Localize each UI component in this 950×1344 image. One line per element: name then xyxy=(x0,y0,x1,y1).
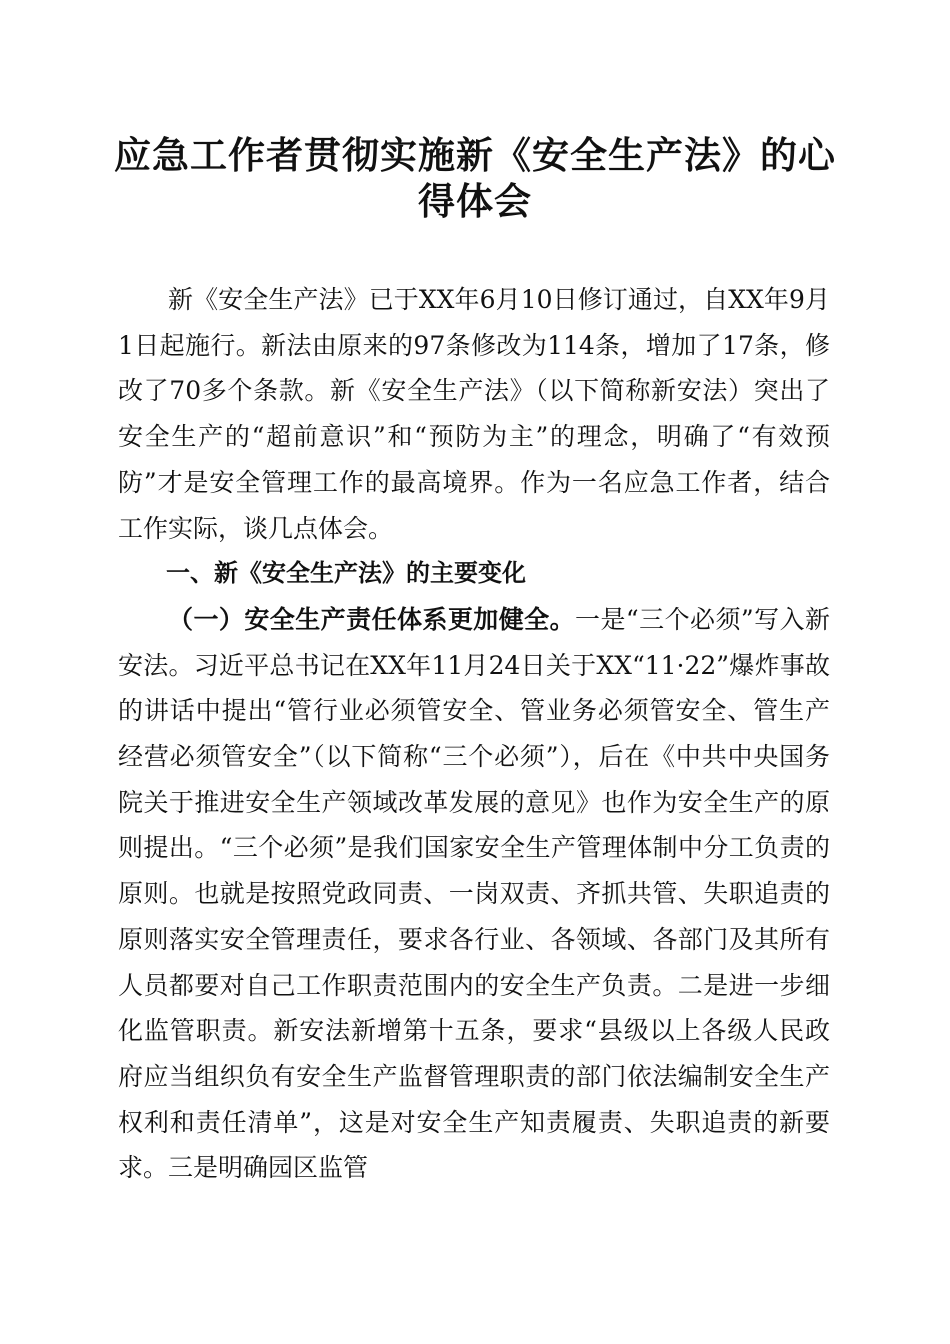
subsection-lead-1: （一）安全生产责任体系更加健全。 xyxy=(168,604,576,634)
document-body xyxy=(118,277,830,1191)
intro-paragraph: 新《安全生产法》已于XX年6月10日修订通过，自XX年9月1日起施行。新法由原来的97条修改为114条，增加了17条，修改了70多个条款。新《安全生产法》（以下简称新安法）突出了安全生产的“超前意识”和“预防为主”的理念，明确了“有效预防”才是安全管理工作的最高境界。作为一名应急工作者，结合工作实际，谈几点体会。 xyxy=(118,285,830,543)
subsection-text-1: 一是“三个必须”写入新安法。习近平总书记在XX年11月24日关于XX“11·22”爆炸事故的讲话中提出“管行业必须管安全、管业务必须管安全、管生产经营必须管安全”（以下简称“三个必须”），后在《中共中央国务院关于推进安全生产领域改革发展的意见》也作为安全生产的原则提出。“三个必须”是我们国家安全生产管理体制中分工负责的原则。也就是按照党政同责、一岗双责、齐抓共管、失职追责的原则落实安全管理责任，要求各行业、各领域、各部门及其所有人员都要对自己工作职责范围内的安全生产负责。二是进一步细化监管职责。新安法新增第十五条，要求“县级以上各级人民政府应当组织负有安全生产监督管理职责的部门依法编制安全生产权利和责任清单”，这是对安全生产知责履责、失职追责的新要求。三是明确园区监管 xyxy=(118,604,830,1183)
document-title: 应急工作者贯彻实施新《安全生产法》的心得体会 xyxy=(114,133,836,223)
subsection-paragraph-1 xyxy=(118,597,830,1191)
section-heading-1: 一、新《安全生产法》的主要变化 xyxy=(166,559,526,588)
